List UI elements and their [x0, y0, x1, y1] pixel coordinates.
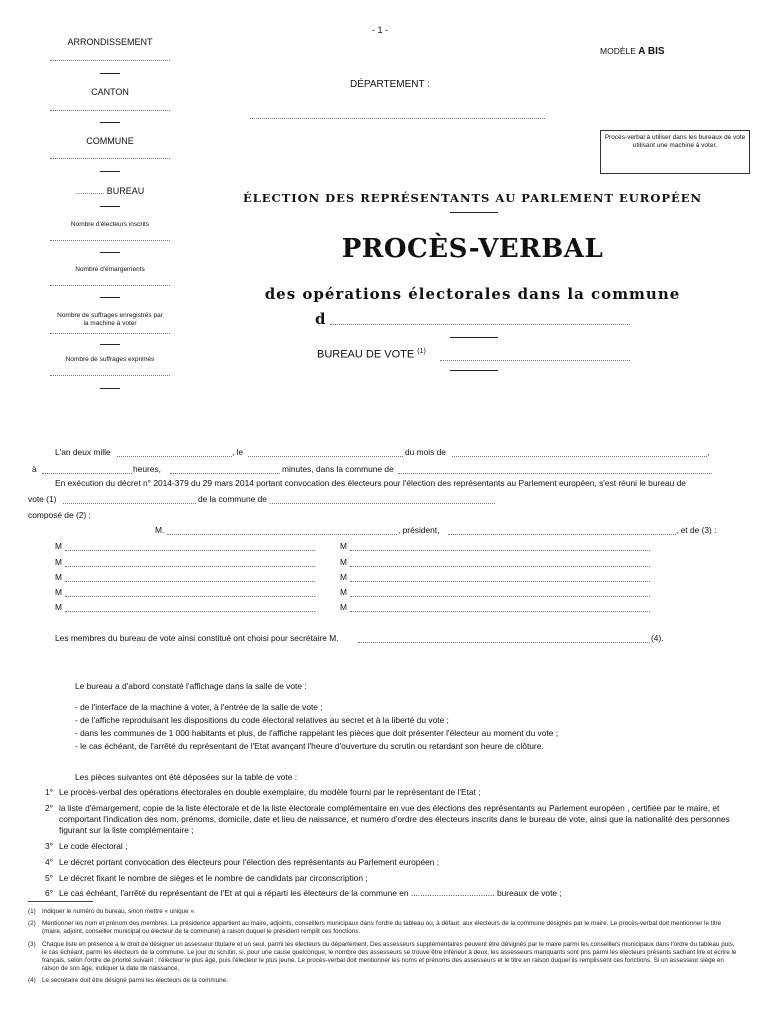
president-field[interactable]: [167, 534, 397, 535]
bureau-text: BUREAU: [106, 186, 145, 196]
assessor-m: M: [340, 587, 347, 597]
footnote: [28, 977, 738, 985]
footnote-text: Chaque liste en présence a le droit de désigner un assesseur titulaire et un seul, parmi les électeurs du département. Des assesseurs supplémentaires peuvent être désignés par le maire parmi les conseillers municipaux dans l'ordre du tableau puis, le cas échéant, parmi les électeurs de la commune. Le jour du scrutin, si, pour une cause quelconque, le nombre des assesseurs se trouve être inférieur à deux, les assesseurs manquants sont pris parmi les électeurs présents sachant lire et écrire le français, selon l'ordre de priorité suivant : l'électeur le plus âgé, puis l'électeur le plus jeune. Le procès-verbal doit mentionner les noms et prénoms des assesseurs et le titre en raison duquel ils remplissent ces fonctions. Si un assesseur siège en raison de son âge, indiquer la date de naissance.: [42, 940, 737, 973]
footnote-number: (2): [28, 920, 36, 928]
hour-field[interactable]: [42, 473, 132, 474]
model-label: [600, 46, 665, 57]
assessor-m: M: [55, 541, 62, 551]
separator: [100, 344, 120, 345]
suffrages-machine-label: Nombre de suffrages enregistrés par la machine à voter: [57, 312, 163, 328]
assessor-field[interactable]: [350, 566, 650, 567]
assessor-m: M: [340, 602, 347, 612]
president-m: M.: [155, 525, 165, 535]
exprimes-field[interactable]: [50, 375, 170, 376]
day-field[interactable]: [248, 456, 403, 457]
page-number: - 1 -: [371, 25, 388, 35]
footnote-text: Le secrétaire doit être désigné parmi les électeurs de la commune.: [42, 977, 228, 985]
piece-item: [45, 888, 740, 899]
separator: [100, 388, 120, 389]
piece-item: [45, 873, 740, 884]
body-month-label: du mois de: [405, 447, 446, 457]
assessor-m: M: [55, 602, 62, 612]
piece-number: 2°: [45, 802, 54, 813]
piece-item: [45, 857, 740, 868]
body-at-label: à: [32, 464, 37, 474]
notice-box: [600, 130, 750, 174]
assessor-field[interactable]: [65, 566, 315, 567]
assessor-m: M: [55, 557, 62, 567]
piece-number: 3°: [45, 840, 54, 851]
assessor-field[interactable]: [350, 596, 650, 597]
piece-text: la liste d'émargement, copie de la liste électorale et de la liste électorale complémentaire en vue des élections des représentants au Parlement européen , certifiée par le maire, et comportant l'indication des nom, prénoms, domicile, date et lieu de naissance, et numéro d'ordre des électeurs inscrits dans le bureau de vote, ainsi que la nationalité des personnes figurant sur la liste complémentaire ;: [59, 802, 730, 835]
assessor-field[interactable]: [65, 596, 315, 597]
election-title: ÉLECTION DES REPRÉSENTANTS AU PARLEMENT EUROPÉEN: [242, 191, 703, 205]
departement-label: DÉPARTEMENT :: [350, 79, 431, 90]
piece-text: Le procès-verbal des opérations électorales en double exemplaire, du modèle fourni par le représentant de l'Etat ;: [59, 787, 481, 797]
emargements-label: Nombre d'émargements: [75, 266, 145, 273]
president-title-field[interactable]: [448, 534, 676, 535]
assessor-field[interactable]: [65, 550, 315, 551]
assessor-m: M: [340, 557, 347, 567]
secretaire-note: (4).: [651, 633, 664, 643]
separator: [450, 370, 498, 371]
piece-text: Le code électoral ;: [59, 840, 128, 851]
suffrages-machine-field[interactable]: [50, 333, 170, 334]
secretaire-field[interactable]: [358, 642, 650, 643]
exprimes-label: Nombre de suffrages exprimés: [65, 356, 155, 363]
commune-field[interactable]: [50, 158, 170, 159]
footnote-separator: [28, 901, 93, 902]
notice-text: Procès-verbal à utiliser dans les bureaux de vote utilisant une machine à voter.: [604, 134, 746, 150]
main-title: PROCÈS-VERBAL: [341, 234, 604, 264]
piece-text: Le décret fixant le nombre de sièges et le nombre de candidats par circonscription ;: [59, 872, 368, 883]
month-field[interactable]: [452, 456, 707, 457]
arrondissement-label: ARRONDISSEMENT: [67, 37, 153, 47]
footnote: [28, 908, 738, 916]
assessor-m: M: [340, 572, 347, 582]
body-compose: composé de (2) :: [28, 510, 91, 520]
arrondissement-field[interactable]: [50, 60, 170, 61]
commune-name-field[interactable]: [330, 324, 630, 325]
commune-of-2-field[interactable]: [270, 503, 495, 504]
body-year-label: L'an deux mille: [55, 447, 111, 457]
affichage-item: - de l'interface de la machine à voter, à l'entrée de la salle de vote ;: [75, 702, 323, 712]
bureau-vote-note: (1): [417, 348, 426, 355]
emargements-field[interactable]: [50, 285, 170, 286]
footnote: [28, 941, 738, 974]
model-prefix: MODÈLE: [600, 46, 636, 56]
piece-item: [45, 787, 740, 798]
bureau-vote-text: BUREAU DE VOTE: [317, 348, 415, 361]
piece-number: 4°: [45, 856, 54, 867]
assessor-field[interactable]: [350, 550, 650, 551]
subtitle: des opérations électorales dans la commune: [264, 285, 681, 303]
affichage-list: [75, 702, 735, 752]
footnote-number: (3): [28, 940, 36, 948]
bureau-vote-label: [317, 348, 426, 361]
assessor-field[interactable]: [350, 581, 650, 582]
body-commune-label: de la commune de: [198, 494, 267, 504]
inscrits-field[interactable]: [50, 240, 170, 241]
piece-item: [45, 841, 740, 852]
separator: [450, 337, 498, 338]
assessor-field[interactable]: [350, 611, 650, 612]
secretaire-label: Les membres du bureau de vote ainsi constitué ont choisi pour secrétaire M.: [55, 633, 339, 643]
separator: [100, 206, 120, 207]
minutes-field[interactable]: [170, 473, 280, 474]
piece-number: 5°: [45, 872, 54, 883]
subtitle-d: d: [315, 310, 326, 328]
affichage-item: - le cas échéant, de l'arrêté du représentant de l'Etat avançant l'heure d'ouverture du scrutin ou retardant son heure de clôture.: [75, 740, 544, 751]
assessor-field[interactable]: [65, 581, 315, 582]
piece-number: 1°: [45, 787, 54, 797]
separator: [450, 212, 498, 213]
separator: [100, 252, 120, 253]
piece-text: Le décret portant convocation des électeurs pour l'élection des représentants au Parlement européen ;: [59, 856, 440, 867]
footnote-text: Mentionner les nom et prénom des membres. La présidence appartient au maire, adjoints, conseillers municipaux dans l'ordre du tableau ou, à défaut, aux électeurs de la commune désignés par le maire. Le procès-verbal doit mentionner le titre (maire, adjoint, conseiller municipal ou électeur de la commune) à raison duquel le président remplit ces fonctions.: [42, 920, 722, 936]
year-field[interactable]: [117, 456, 232, 457]
affichage-item: - de l'affiche reproduisant les dispositions du code électoral relatives au secret et à la liberté du vote ;: [75, 714, 449, 725]
punctuation: ,: [707, 447, 710, 457]
piece-item: [45, 803, 740, 836]
separator: [100, 297, 120, 298]
assessor-m: M: [340, 541, 347, 551]
body-day-label: , le: [232, 447, 244, 457]
assessor-m: M: [55, 572, 62, 582]
bureau-label: [75, 186, 144, 196]
canton-field[interactable]: [50, 110, 170, 111]
president-label: , président,: [398, 525, 440, 535]
departement-field[interactable]: [250, 118, 545, 119]
bureau-prefix: ...............: [75, 189, 105, 196]
footnotes: [28, 908, 738, 985]
affichage-item: - dans les communes de 1 000 habitants et plus, de l'affiche rappelant les pièces que doit présenter l'électeur au moment du vote ;: [75, 727, 559, 738]
affichage-intro: Le bureau a d'abord constaté l'affichage dans la salle de vote :: [75, 681, 307, 691]
separator: [100, 73, 120, 74]
vote-bureau-field[interactable]: [63, 503, 196, 504]
footnote-text: Indiquer le numéro du bureau, sinon mettre « unique ».: [42, 908, 196, 915]
separator: [100, 171, 120, 172]
footnote: [28, 920, 738, 936]
pieces-intro: Les pièces suivantes ont été déposées sur la table de vote :: [75, 772, 298, 782]
bureau-vote-field[interactable]: [440, 360, 630, 361]
assessor-m: M: [55, 587, 62, 597]
body-minutes-label: minutes, dans la commune de: [282, 464, 394, 474]
commune-of-field[interactable]: [398, 473, 712, 474]
body-hours-label: heures,: [133, 464, 161, 474]
piece-number: 6°: [45, 888, 54, 899]
piece-text: Le cas échéant, l'arrêté du représentant de l'Et at qui a réparti les électeurs de la commune en .................................... bureaux de vote ;: [59, 888, 562, 899]
assessor-field[interactable]: [65, 611, 315, 612]
president-end: , et de (3) :: [676, 525, 717, 535]
pieces-list: [45, 787, 740, 899]
body-decree: En exécution du décret n° 2014-379 du 29 mars 2014 portant convocation des électeurs pour l'élection des représentants au Parlement européen, s'est réuni le bureau de: [55, 478, 686, 488]
model-code: A BIS: [638, 46, 665, 57]
commune-label: COMMUNE: [86, 136, 134, 146]
inscrits-label: Nombre d'électeurs inscrits: [70, 221, 150, 228]
canton-label: CANTON: [91, 87, 129, 97]
footnote-number: (1): [28, 908, 36, 915]
separator: [100, 122, 120, 123]
footnote-number: (4): [28, 977, 36, 985]
body-vote-label: vote (1): [28, 494, 57, 504]
